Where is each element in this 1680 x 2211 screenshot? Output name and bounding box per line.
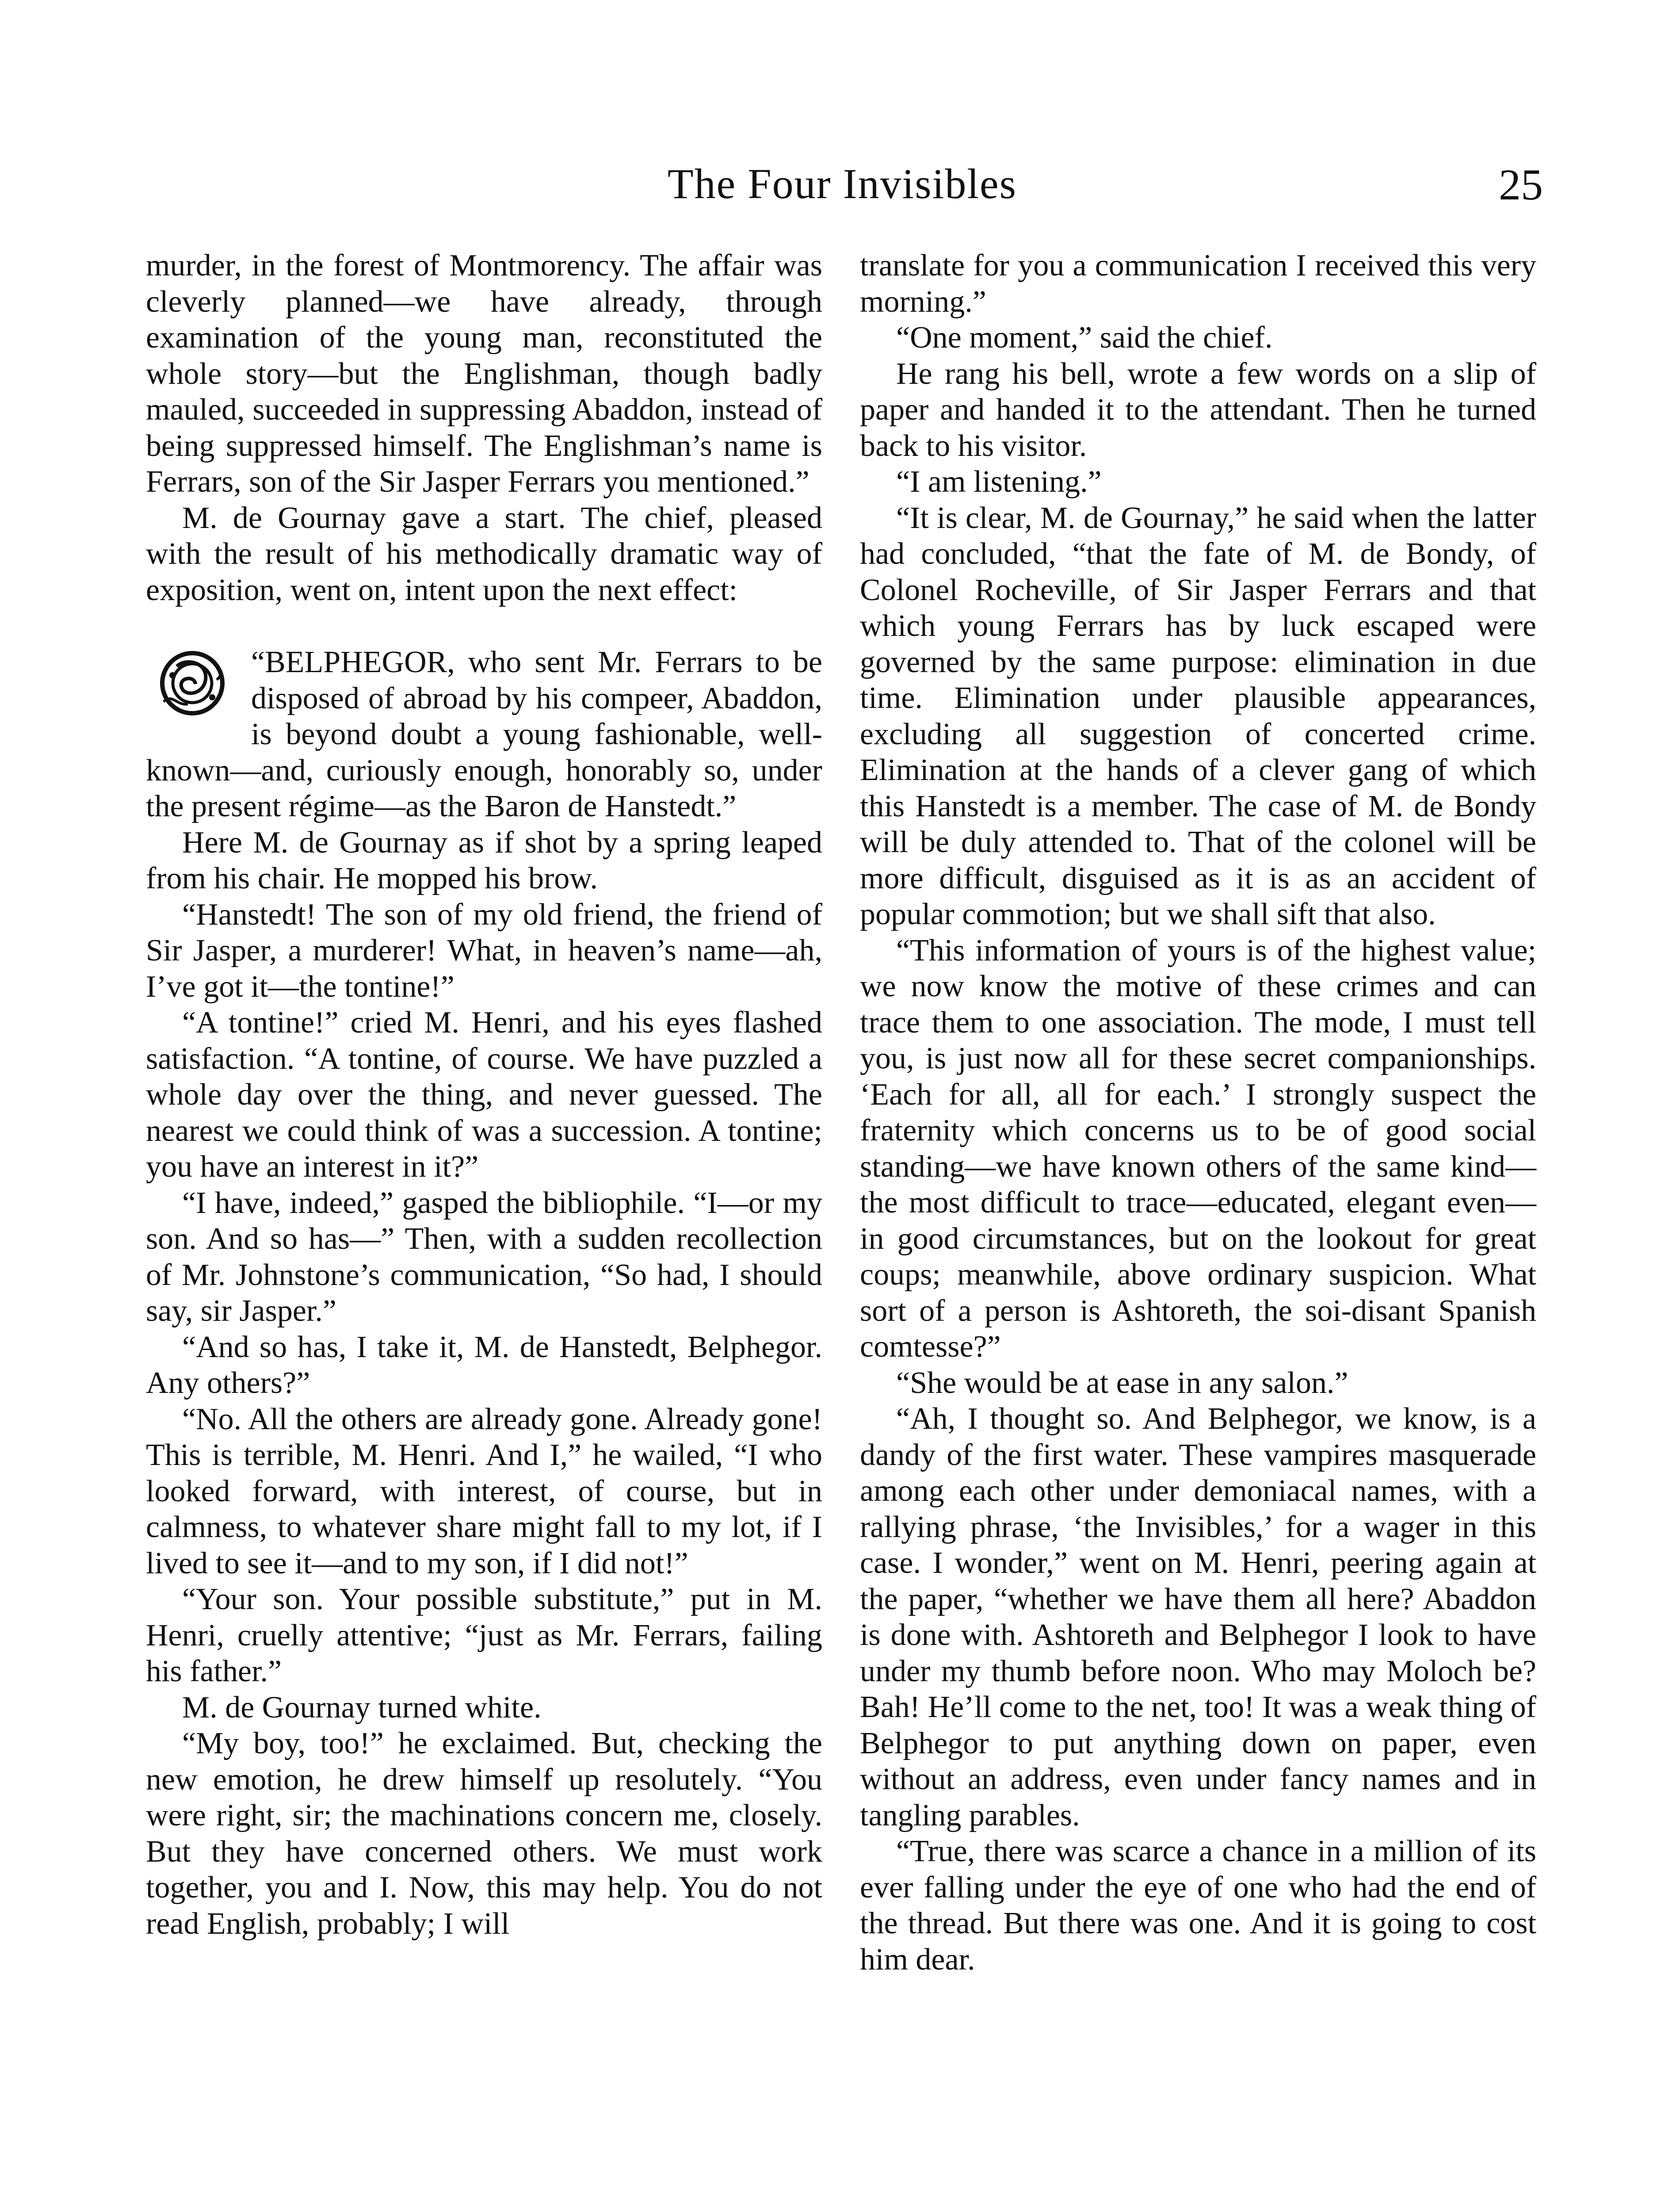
paragraph-text: “It is clear, M. de Gournay,” he said when the latter had concluded, “that the fate of M. de Bondy, of Colonel Rocheville, of Sir Jasper Ferrars and that which young Ferrars has by luck escaped were governed by the same purpose: elimination in due time. Elimination under plausible appearances, excluding all suggestion of concerted crime. Elimination at the hands of a clever gang of which this Hanstedt is a member. The case of M. de Bondy will be duly attended to. That of the colonel will be more difficult, disguised as it is as an accident of popular commotion; but we shall sift that also.: [860, 501, 1536, 931]
page-header: [141, 159, 1543, 221]
paragraph-text: “One moment,” said the chief.: [896, 321, 1273, 355]
paragraph-text: “My boy, too!” he exclaimed. But, checking the new emotion, he drew himself up resolutely. “You were right, sir; the machinations concern me, closely. But they have concerned others. We must work together, you and I. Now, this may help. You do not read English, probably; I will: [146, 1726, 822, 1941]
paragraph-text: “True, there was scarce a chance in a million of its ever falling under the eye of one who had the end of the thread. But there was one. And it is going to cost him dear.: [860, 1834, 1536, 1977]
paragraph: [860, 464, 1536, 500]
paragraph-text: “I am listening.”: [896, 465, 1102, 499]
paragraph: [860, 248, 1536, 320]
paragraph-text: “Your son. Your possible substitute,” put in M. Henri, cruelly attentive; “just as Mr. Ferrars, failing his father.”: [146, 1582, 822, 1688]
paragraph-text: “Ah, I thought so. And Belphegor, we know, is a dandy of the first water. These vampires masquerade among each other under demoniacal names, with a rallying phrase, ‘the Invisibles,’ for a wager in this case. I wonder,” went on M. Henri, peering again at the paper, “whether we have them all here? Abaddon is done with. Ashtoreth and Belphegor I look to have under my thumb before noon. Who may Moloch be? Bah! He’ll come to the net, too! It was a weak thing of Belphegor to put anything down on paper, even without an address, even under fancy names and in tangling parables.: [860, 1402, 1536, 1832]
paragraph-text: “This information of yours is of the highest value; we now know the motive of these crimes and can trace them to one association. The mode, I must tell you, is just now all for these secret companionships. ‘Each for all, all for each.’ I strongly suspect the fraternity which concerns us to be of good social standing—we have known others of the same kind—the most difficult to trace—educated, elegant even—in good circumstances, but on the lookout for great coups; meanwhile, above ordinary suspicion. What sort of a person is Ashtoreth, the soi-disant Spanish comtesse?”: [860, 933, 1536, 1364]
paragraph-text: murder, in the forest of Montmorency. The affair was cleverly planned—we have already, through examination of the young man, reconstituted the whole story—but the Englishman, though badly mauled, succeeded in suppressing Abaddon, instead of being suppressed himself. The Englishman’s name is Ferrars, son of the Sir Jasper Ferrars you mentioned.”: [146, 249, 822, 499]
paragraph: [860, 500, 1536, 933]
paragraph: [146, 1005, 822, 1185]
paragraph-text: “I have, indeed,” gasped the bibliophile. “I—or my son. And so has—” Then, with a sudden recollection of Mr. Johnstone’s communication, “So had, I should say, sir Jasper.”: [146, 1186, 822, 1328]
paragraph: [860, 1401, 1536, 1833]
paragraph-text: M. de Gournay turned white.: [182, 1690, 542, 1725]
paragraph-text: “Hanstedt! The son of my old friend, the friend of Sir Jasper, a murderer! What, in heaven’s name—ah, I’ve got it—the tontine!”: [146, 897, 822, 1004]
paragraph: [146, 897, 822, 1005]
paragraph-text: He rang his bell, wrote a few words on a slip of paper and handed it to the attendant. Then he turned back to his visitor.: [860, 356, 1536, 463]
paragraph: [860, 933, 1536, 1365]
paragraph-text: translate for you a communication I received this very morning.”: [860, 249, 1536, 319]
paragraph-text: “She would be at ease in any salon.”: [896, 1366, 1348, 1400]
paragraph: [860, 320, 1536, 356]
paragraph-text: “And so has, I take it, M. de Hanstedt, Belphegor. Any others?”: [146, 1330, 822, 1400]
paragraph: [146, 1185, 822, 1329]
right-column: [860, 248, 1536, 1978]
running-title: The Four Invisibles: [668, 160, 1017, 207]
paragraph: [146, 500, 822, 608]
paragraph: [146, 825, 822, 897]
paragraph-text: “No. All the others are already gone. Already gone! This is terrible, M. Henri. And I,” he wailed, “I who looked forward, with interest, of course, but in calmness, to whatever share might fall to my lot, if I lived to see it—and to my son, if I did not!”: [146, 1402, 822, 1580]
paragraph: [860, 1365, 1536, 1401]
left-column: [146, 248, 822, 1942]
paragraph: [146, 1690, 822, 1726]
ornamental-initial-icon: [146, 649, 239, 717]
paragraph: [146, 644, 822, 825]
paragraph: [146, 248, 822, 500]
paragraph: [146, 1401, 822, 1582]
paragraph: [146, 1725, 822, 1942]
paragraph-text: “BELPHEGOR, who sent Mr. Ferrars to be disposed of abroad by his compeer, Abaddon, is beyond doubt a young fashionable, well-known—and, curiously enough, honorably so, under the present régime—as the Baron de Hanstedt.”: [146, 645, 822, 823]
paragraph-text: M. de Gournay gave a start. The chief, pleased with the result of his methodically dramatic way of exposition, went on, intent upon the next effect:: [146, 501, 822, 607]
paragraph: [146, 1329, 822, 1401]
page-number: 25: [1499, 160, 1543, 209]
paragraph-text: “A tontine!” cried M. Henri, and his eyes flashed satisfaction. “A tontine, of course. We have puzzled a whole day over the thing, and never guessed. The nearest we could think of was a succession. A tontine; you have an interest in it?”: [146, 1006, 822, 1184]
paragraph-text: Here M. de Gournay as if shot by a spring leaped from his chair. He mopped his brow.: [146, 825, 822, 895]
paragraph: [860, 1833, 1536, 1978]
paragraph: [860, 356, 1536, 464]
paragraph: [146, 1581, 822, 1690]
